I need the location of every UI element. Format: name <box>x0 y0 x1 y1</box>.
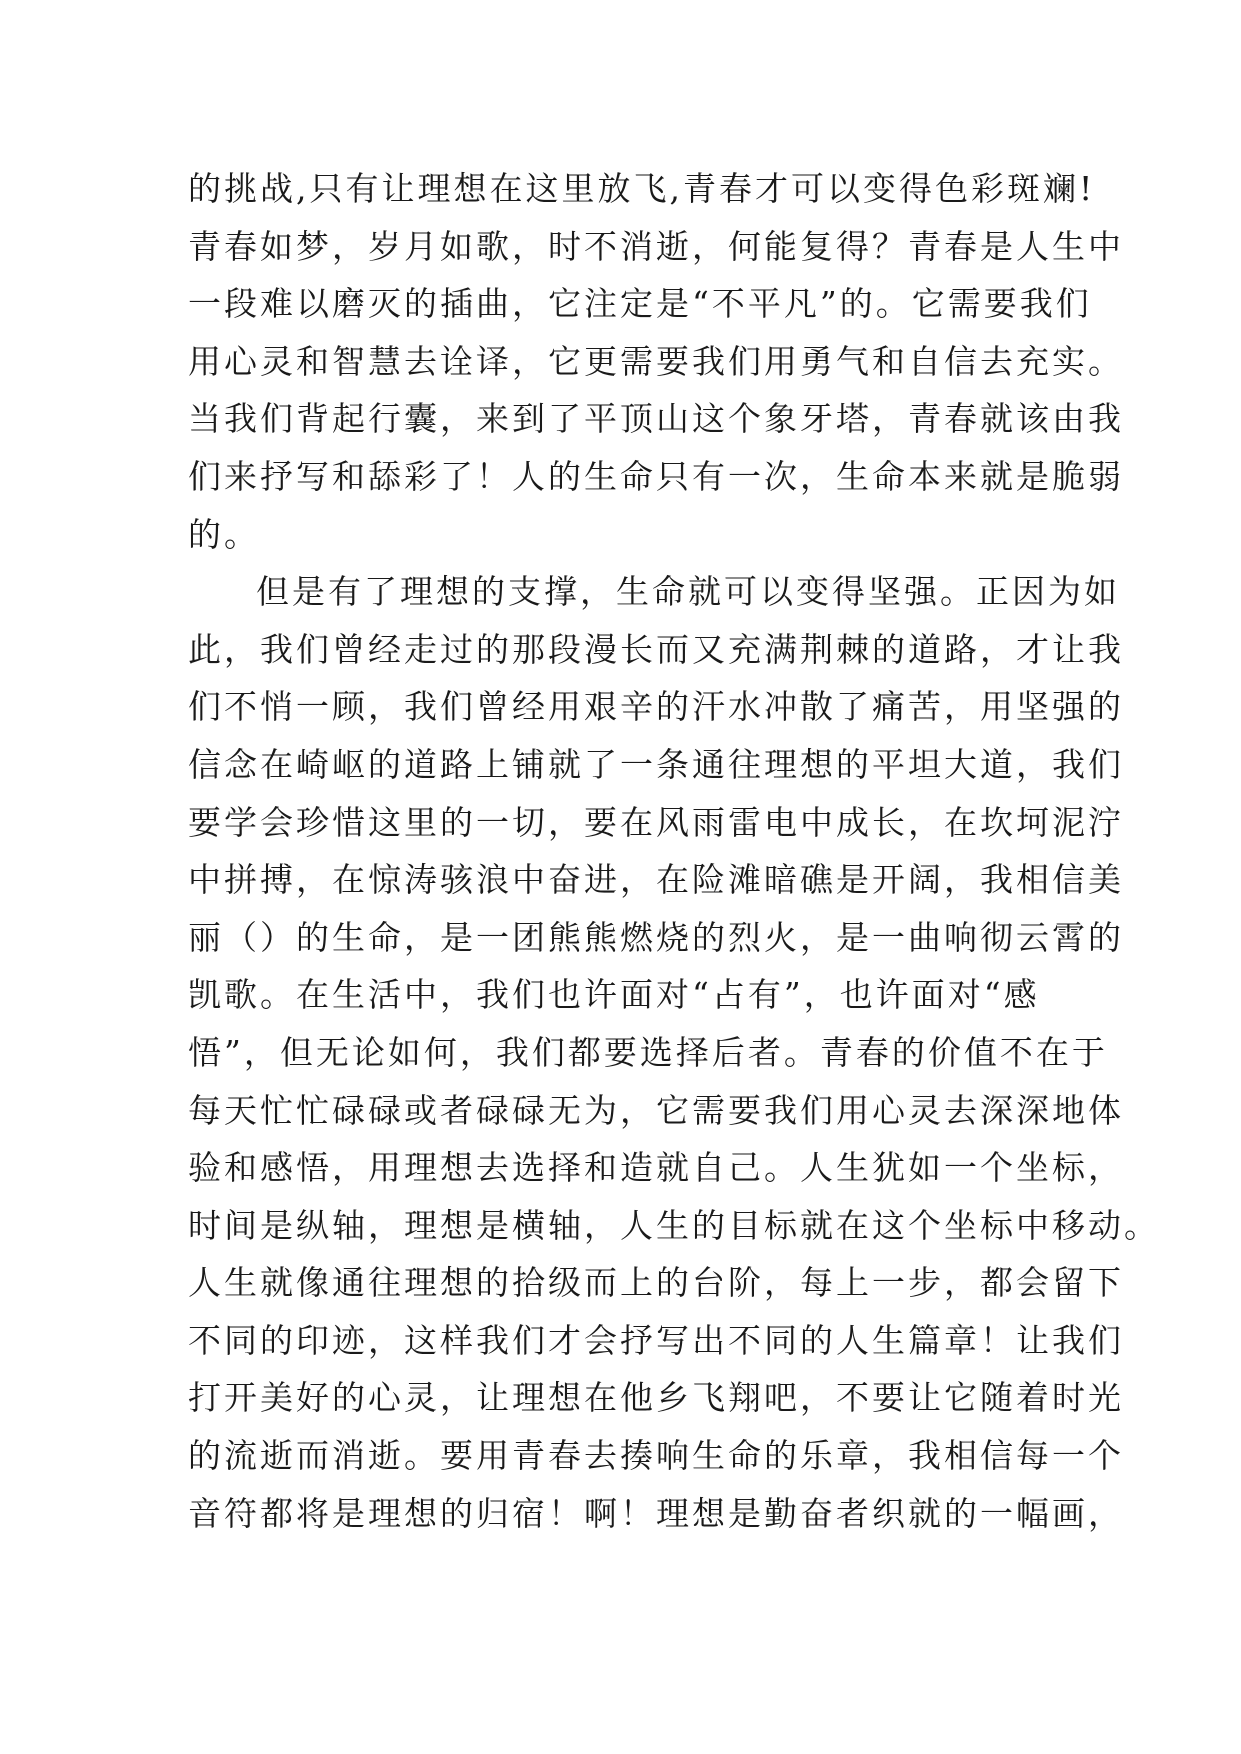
paragraph-start-line: 但是有了理想的支撑，生命就可以变得坚强。正因为如 <box>256 572 1120 612</box>
text-line: 的挑战,只有让理想在这里放飞,青春才可以变得色彩斑斓! <box>188 169 1096 208</box>
text-line: 验和感悟，用理想去选择和造就自己。人生犹如一个坐标， <box>188 1148 1124 1188</box>
text-line: 一段难以磨灭的插曲，它注定是“不平凡”的。它需要我们 <box>188 284 1092 324</box>
text-line: 此，我们曾经走过的那段漫长而又充满荆棘的道路，才让我 <box>188 629 1124 669</box>
text-line: 每天忙忙碌碌或者碌碌无为，它需要我们用心灵去深深地体 <box>188 1090 1124 1130</box>
text-line: 丽（）的生命，是一团熊熊燃烧的烈火，是一曲响彻云霄的 <box>188 917 1124 957</box>
text-line: 的流逝而消逝。要用青春去揍响生命的乐章，我相信每一个 <box>188 1436 1124 1476</box>
text-line: 用心灵和智慧去诠译，它更需要我们用勇气和自信去充实。 <box>188 341 1124 381</box>
text-line: 音符都将是理想的归宿！啊！理想是勤奋者织就的一幅画， <box>188 1493 1124 1533</box>
text-line: 人生就像通往理想的拾级而上的台阶，每上一步，都会留下 <box>188 1263 1124 1303</box>
text-line: 信念在崎岖的道路上铺就了一条通往理想的平坦大道，我们 <box>188 744 1124 784</box>
text-line: 的。 <box>188 514 260 554</box>
body-text <box>188 160 1160 1542</box>
text-line: 打开美好的心灵，让理想在他乡飞翔吧，不要让它随着时光 <box>188 1378 1124 1418</box>
text-line: 要学会珍惜这里的一切，要在风雨雷电中成长，在坎坷泥泞 <box>188 802 1124 842</box>
text-line: 青春如梦，岁月如歌，时不消逝，何能复得？青春是人生中 <box>188 226 1124 266</box>
text-line: 们不悄一顾，我们曾经用艰辛的汗水冲散了痛苦，用坚强的 <box>188 687 1124 727</box>
text-line: 时间是纵轴，理想是横轴，人生的目标就在这个坐标中移动。 <box>188 1205 1160 1245</box>
text-line: 不同的印迹，这样我们才会抒写出不同的人生篇章！让我们 <box>188 1320 1124 1360</box>
text-line: 当我们背起行囊，来到了平顶山这个象牙塔，青春就该由我 <box>188 399 1124 439</box>
text-line: 中拼搏，在惊涛骇浪中奋进，在险滩暗礁是开阔，我相信美 <box>188 860 1124 900</box>
text-line: 悟”，但无论如何，我们都要选择后者。青春的价值不在于 <box>188 1032 1108 1072</box>
text-line: 凯歌。在生活中，我们也许面对“占有”，也许面对“感 <box>188 975 1040 1015</box>
text-line: 们来抒写和舔彩了！人的生命只有一次，生命本来就是脆弱 <box>188 456 1124 496</box>
